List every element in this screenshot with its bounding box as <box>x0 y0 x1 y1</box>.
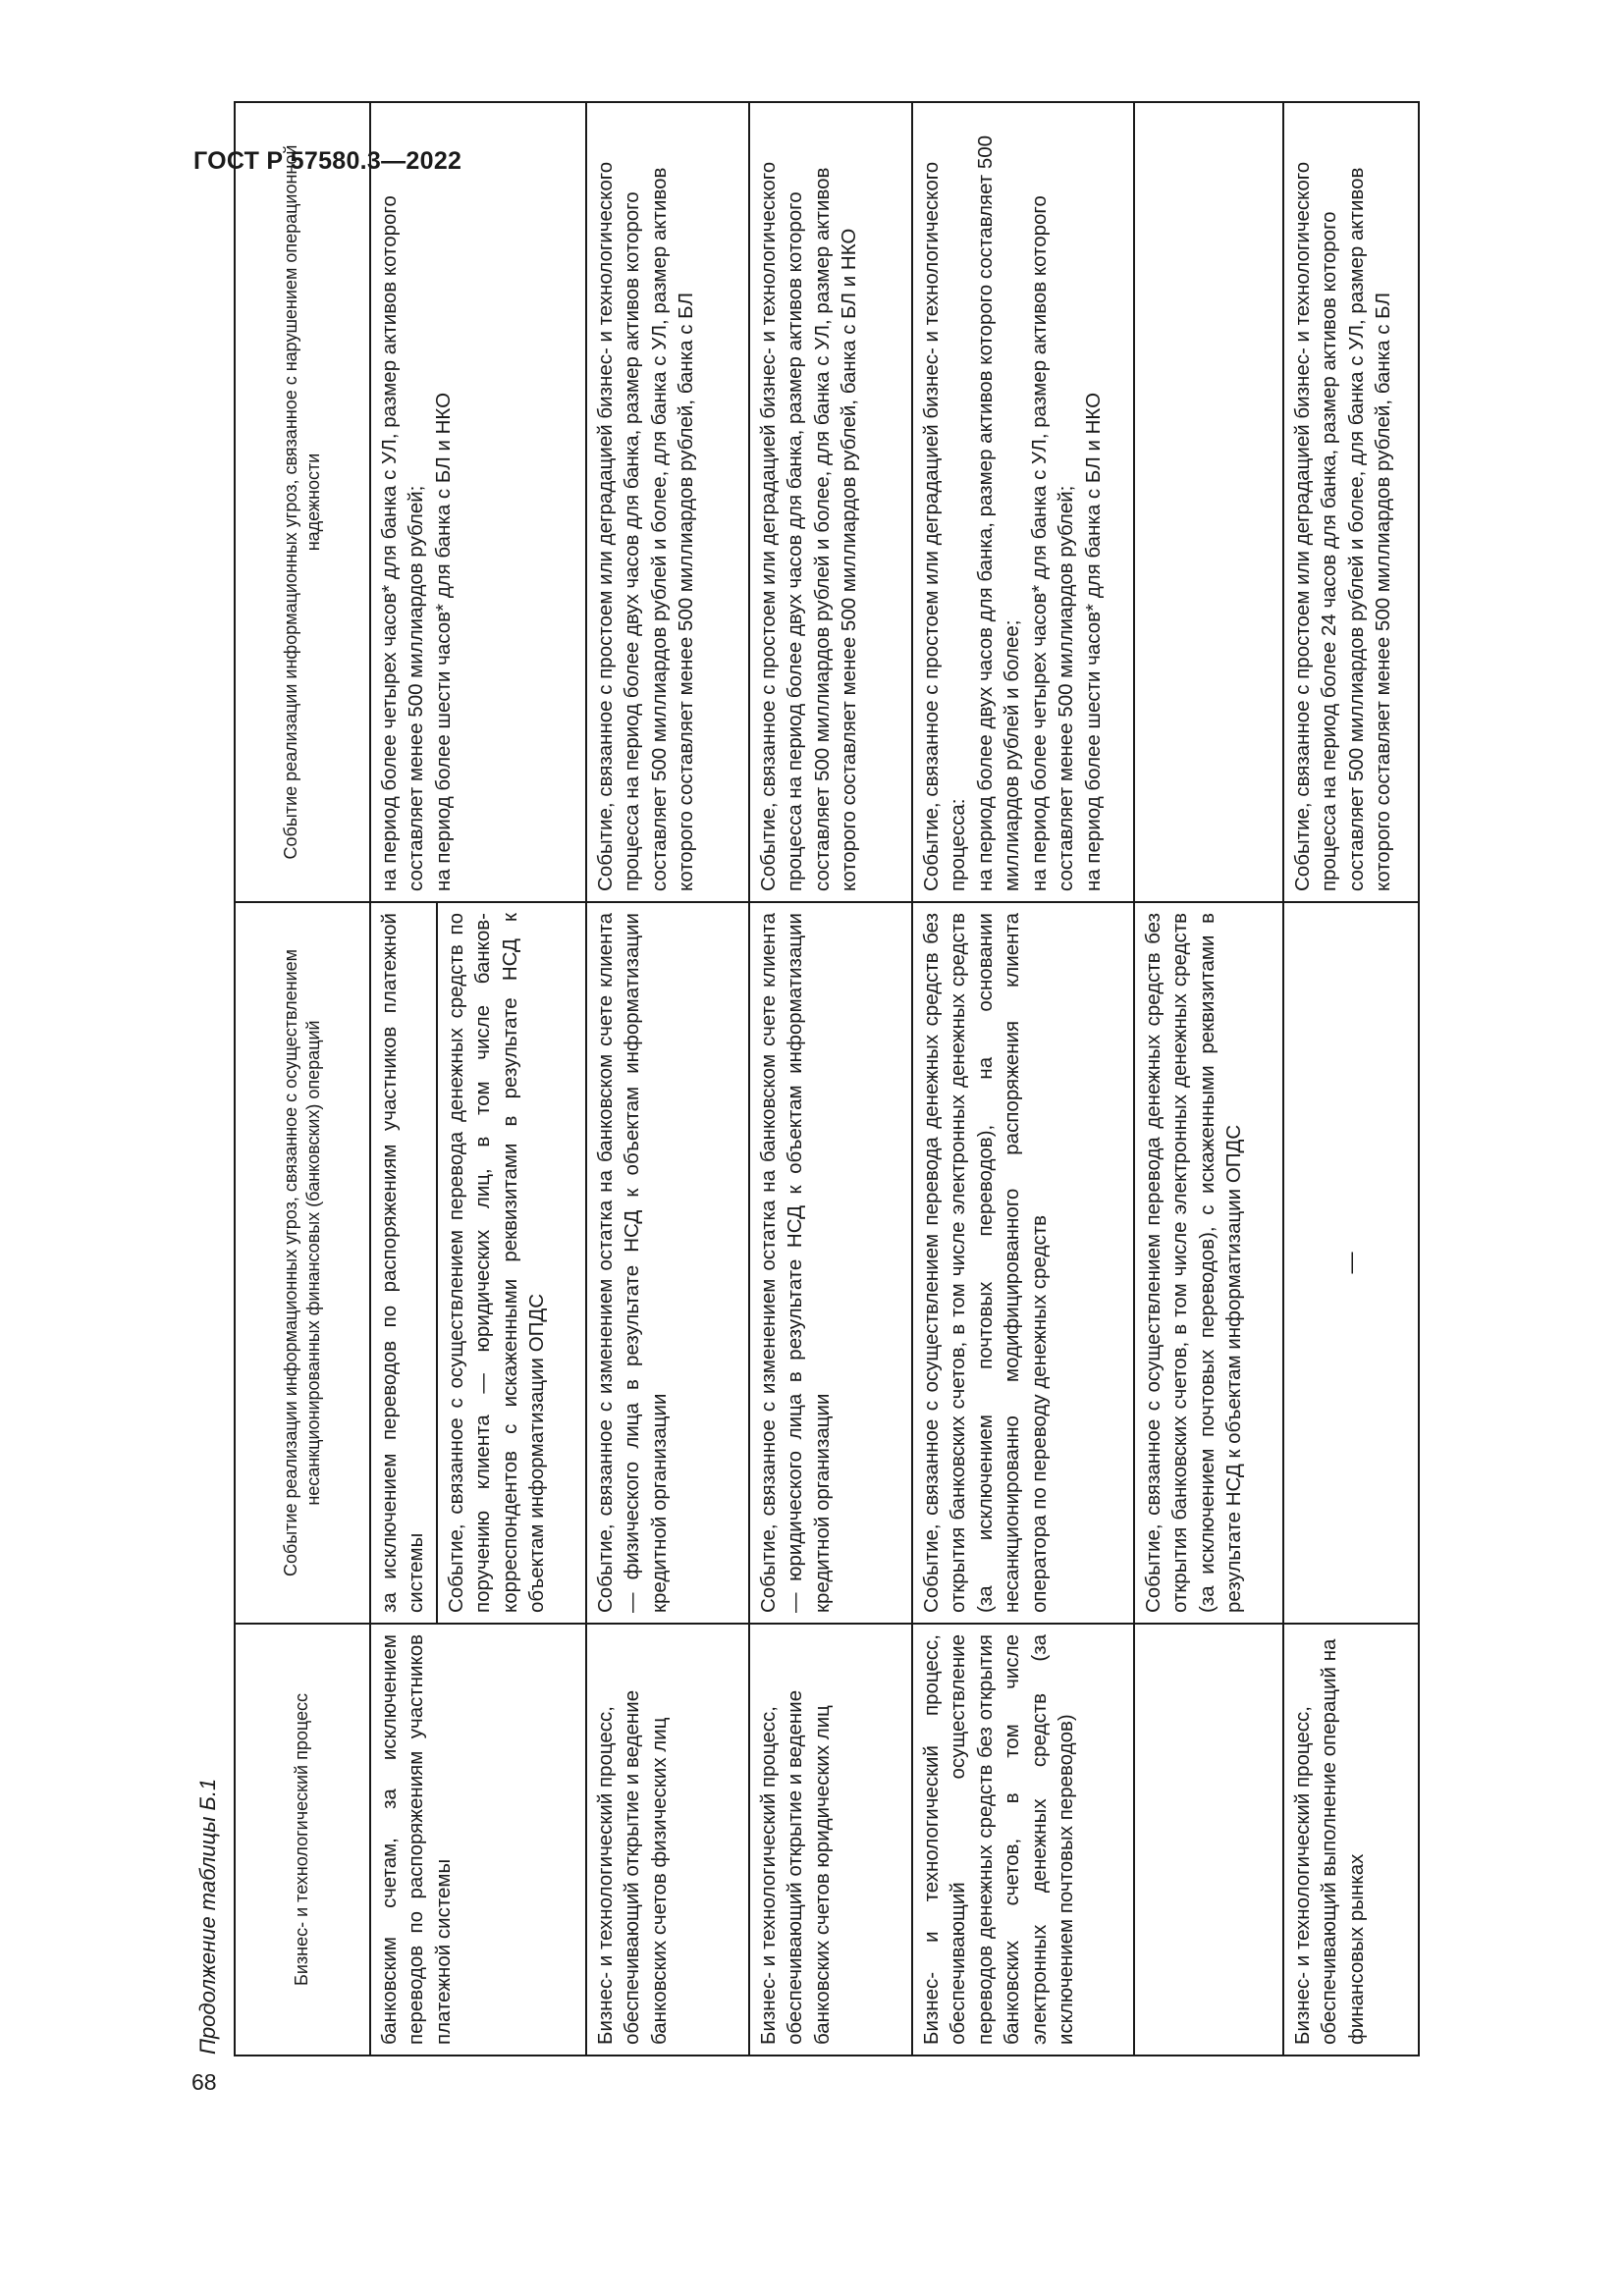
table-row <box>1283 102 1419 2056</box>
header-reliability-event: Событие реализации информационных угроз, связанное с нарушением операционной надежности <box>235 102 370 902</box>
process-cell: Бизнес- и технологический процесс, обеспечивающий выполнение операций на финансовых рынках <box>1283 1624 1419 2056</box>
document-code: ГОСТ Р 57580.3—2022 <box>193 147 462 175</box>
table-continuation-caption: Продолжение таблицы Б.1 <box>195 1778 220 2055</box>
operations-event-cell: Событие, связанное с осуществлением перевода денежных средств без открытия банковских счетов, в том числе электронных денежных средств (за исключением почтовых переводов), на основании несанкционированно модифицированного распоряжения клиента оператора по переводу денежных средств <box>912 902 1134 1624</box>
table-row <box>749 102 912 2056</box>
table-row <box>370 102 437 2056</box>
process-cell <box>1134 1624 1283 2056</box>
process-cell: банковским счетам, за исключением переводов по распоряжениям участников платежной системы <box>370 1624 586 2056</box>
table-row <box>1134 102 1283 2056</box>
process-cell: Бизнес- и технологический процесс, обеспечивающий открытие и ведение банковских счетов физических лиц <box>586 1624 749 2056</box>
reliability-event-cell: Событие, связанное с простоем или деградацией бизнес- и технологического процесса на период более 24 часов для банка, размер активов которого составляет 500 миллиардов рублей и более, для банка с УЛ, размер активов которого составляет менее 500 миллиардов рублей, банка с БЛ <box>1283 102 1419 902</box>
table-row <box>586 102 749 2056</box>
operations-event-cell: — <box>1283 902 1419 1624</box>
header-process: Бизнес- и технологический процесс <box>235 1624 370 2056</box>
reliability-event-cell <box>1134 102 1283 902</box>
reliability-event-cell: Событие, связанное с простоем или деградацией бизнес- и технологического процесса на период более двух часов для банка, размер активов которого составляет 500 миллиардов рублей и более, для банка с УЛ, размер активов которого составляет менее 500 миллиардов рублей, банка с БЛ и НКО <box>749 102 912 902</box>
rotated-table-page <box>187 0 1420 2056</box>
reliability-event-cell: Событие, связанное с простоем или деградацией бизнес- и технологического процесса: на период более двух часов для банка, размер активов которого составляет 500 миллиардов рублей и более; на период более четырех часов* для банка с УЛ, размер активов которого составляет менее 500 миллиардов рублей; на период более шести часов* для банка с БЛ и НКО <box>912 102 1134 902</box>
table-header-row <box>235 102 370 2056</box>
reliability-event-cell: на период более четырех часов* для банка с УЛ, размер активов которого составляет менее 500 миллиардов рублей; на период более шести часов* для банка с БЛ и НКО <box>370 102 586 902</box>
reliability-event-cell: Событие, связанное с простоем или деградацией бизнес- и технологического процесса на период более двух часов для банка, размер активов которого составляет 500 миллиардов рублей и более, для банка с УЛ, размер активов которого составляет менее 500 миллиардов рублей, банка с БЛ <box>586 102 749 902</box>
table-row <box>912 102 1134 2056</box>
page-number: 68 <box>191 2069 217 2095</box>
operations-event-cell: Событие, связанное с изменением остатка на банковском счете клиента — физического лица в результате НСД к объектам информатизации кредитной организации <box>586 902 749 1624</box>
header-operations-event: Событие реализации информационных угроз, связанное с осуществлением несанкционированных финансовых (банковских) операций <box>235 902 370 1624</box>
operations-event-cell: Событие, связанное с осуществлением перевода денежных средств без открытия банковских счетов, в том числе электронных денежных средств (за исключением почтовых переводов), с искаженными реквизитами в результате НСД к объектам информатизации ОПДС <box>1134 902 1283 1624</box>
process-cell: Бизнес- и технологический процесс, обеспечивающий осуществление переводов денежных средств без открытия банковских счетов, в том числе электронных денежных средств (за исключением почтовых переводов) <box>912 1624 1134 2056</box>
operations-event-cell: за исключением переводов по распоряжениям участников платежной системы <box>370 902 437 1624</box>
threat-events-table <box>234 101 1420 2056</box>
operations-event-cell: Событие, связанное с осуществлением перевода денежных средств по поручению клиента — юридических лиц, в том числе банков-корреспондентов с искаженными реквизитами в результате НСД к объектам информатизации ОПДС <box>437 902 586 1624</box>
operations-event-cell: Событие, связанное с изменением остатка на банковском счете клиента — юридического лица в результате НСД к объектам информатизации кредитной организации <box>749 902 912 1624</box>
process-cell: Бизнес- и технологический процесс, обеспечивающий открытие и ведение банковских счетов юридических лиц <box>749 1624 912 2056</box>
